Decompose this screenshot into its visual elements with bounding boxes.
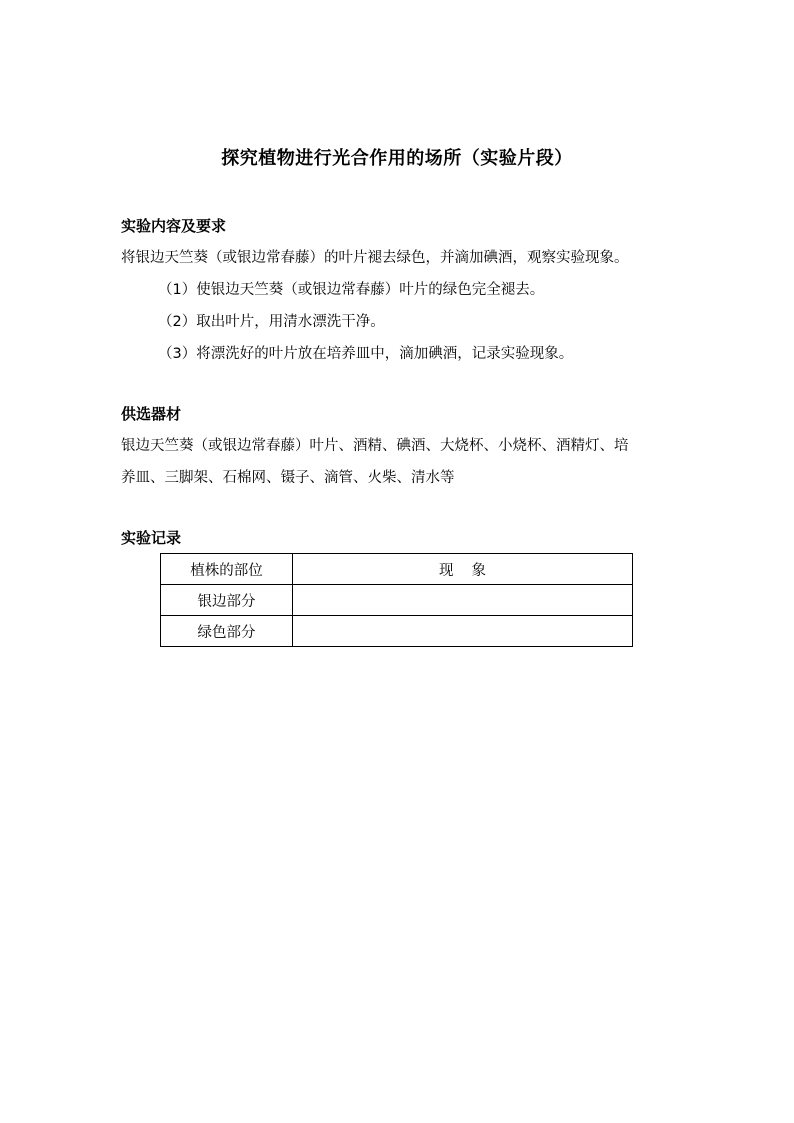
- step-2: （2）取出叶片，用清水漂洗干净。: [158, 314, 385, 330]
- section-heading-record: 实验记录: [121, 529, 182, 547]
- table-row: [161, 616, 633, 647]
- document-title: 探究植物进行光合作用的场所（实验片段）: [221, 148, 573, 169]
- table-cell-phenomenon[interactable]: [293, 616, 633, 647]
- table-cell-part: 绿色部分: [161, 616, 293, 647]
- table-cell-phenomenon[interactable]: [293, 585, 633, 616]
- table-header-phenomenon: [293, 554, 633, 585]
- step-1: （1）使银边天竺葵（或银边常春藤）叶片的绿色完全褪去。: [158, 282, 545, 298]
- record-table: [160, 553, 633, 647]
- materials-line-1: 银边天竺葵（或银边常春藤）叶片、酒精、碘酒、大烧杯、小烧杯、酒精灯、培: [121, 438, 629, 454]
- table-header-phenomenon-label: 现象: [439, 562, 504, 579]
- materials-line-2: 养皿、三脚架、石棉网、镊子、滴管、火柴、清水等: [121, 470, 455, 486]
- table-header-part: 植株的部位: [161, 554, 293, 585]
- table-cell-part: 银边部分: [161, 585, 293, 616]
- table-header-row: [161, 554, 633, 585]
- content-intro: 将银边天竺葵（或银边常春藤）的叶片褪去绿色，并滴加碘酒，观察实验现象。: [121, 250, 629, 266]
- table-row: [161, 585, 633, 616]
- section-heading-content: 实验内容及要求: [121, 217, 227, 235]
- section-heading-materials: 供选器材: [121, 405, 182, 423]
- step-3: （3）将漂洗好的叶片放在培养皿中，滴加碘酒，记录实验现象。: [158, 346, 574, 362]
